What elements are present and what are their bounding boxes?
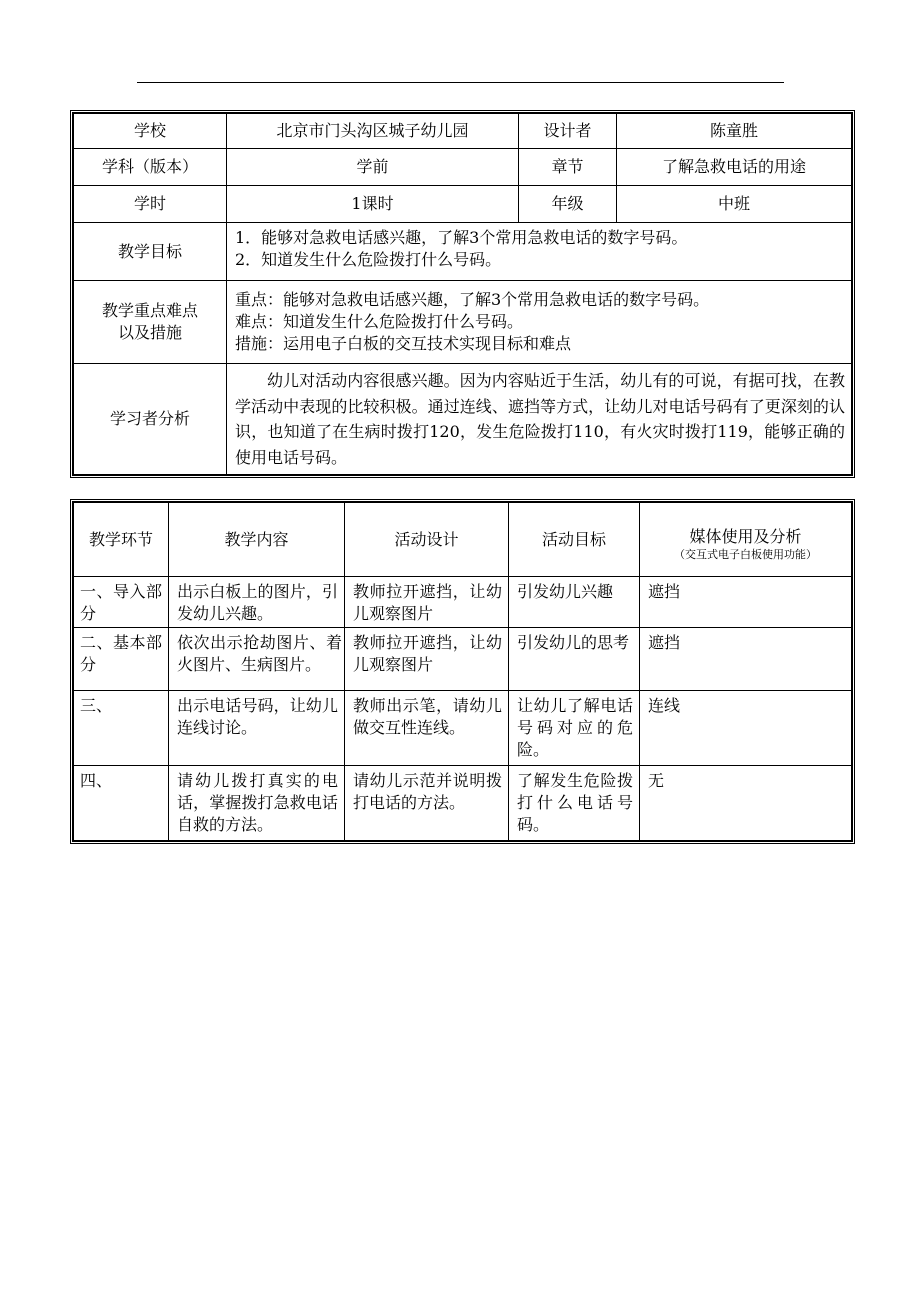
school-value: 北京市门头沟区城子幼儿园 bbox=[227, 113, 519, 149]
table-row bbox=[73, 691, 852, 766]
key-points-cell bbox=[227, 281, 852, 364]
school-row bbox=[73, 113, 852, 149]
chapter-label: 章节 bbox=[519, 149, 617, 186]
lesson-info-table bbox=[73, 113, 852, 475]
learner-analysis: 幼儿对活动内容很感兴趣。因为内容贴近于生活，幼儿有的可说，有据可找，在教学活动中表现的比较积极。通过连线、遮挡等方式，让幼儿对电话号码有了更深刻的认识，也知道了在生病时拨打120，发生危险拨打110，有火灾时拨打119，能够正确的使用电话号码。 bbox=[235, 371, 845, 467]
activity-cell: 请幼儿示范并说明拨打电话的方法。 bbox=[345, 766, 509, 841]
header-content: 教学内容 bbox=[169, 502, 345, 577]
header-goal: 活动目标 bbox=[509, 502, 640, 577]
subject-value: 学前 bbox=[227, 149, 519, 186]
header-media bbox=[640, 502, 852, 577]
content-cell: 出示白板上的图片，引发幼儿兴趣。 bbox=[169, 577, 345, 628]
table-row bbox=[73, 628, 852, 691]
subject-row bbox=[73, 149, 852, 186]
key-point-item: 重点：能够对急救电话感兴趣，了解3个常用急救电话的数字号码。 bbox=[235, 290, 710, 309]
stage-cell: 四、 bbox=[73, 766, 169, 841]
activity-cell: 教师出示笔，请幼儿做交互性连线。 bbox=[345, 691, 509, 766]
goal-cell: 引发幼儿兴趣 bbox=[509, 577, 640, 628]
table-row bbox=[73, 577, 852, 628]
media-cell: 无 bbox=[640, 766, 852, 841]
goals-cell bbox=[227, 223, 852, 281]
header-media-title: 媒体使用及分析 bbox=[689, 526, 802, 546]
stage-cell: 二、基本部分 bbox=[73, 628, 169, 691]
key-point-item: 难点：知道发生什么危险拨打什么号码。 bbox=[235, 312, 524, 331]
header-rule bbox=[137, 82, 784, 83]
subject-label: 学科（版本） bbox=[73, 149, 227, 186]
designer-value: 陈童胜 bbox=[617, 113, 852, 149]
learner-row bbox=[73, 364, 852, 475]
goal-cell: 让幼儿了解电话号码对应的危险。 bbox=[509, 691, 640, 766]
teaching-process-table bbox=[73, 502, 852, 841]
goals-row bbox=[73, 223, 852, 281]
media-cell: 遮挡 bbox=[640, 577, 852, 628]
goal-cell: 引发幼儿的思考 bbox=[509, 628, 640, 691]
content-cell: 请幼儿拨打真实的电话，掌握拨打急救电话自救的方法。 bbox=[169, 766, 345, 841]
media-cell: 遮挡 bbox=[640, 628, 852, 691]
process-header-row bbox=[73, 502, 852, 577]
period-value: 1课时 bbox=[227, 186, 519, 223]
school-label: 学校 bbox=[73, 113, 227, 149]
content-cell: 依次出示抢劫图片、着火图片、生病图片。 bbox=[169, 628, 345, 691]
goal-item: 2．知道发生什么危险拨打什么号码。 bbox=[235, 250, 502, 269]
key-points-label bbox=[73, 281, 227, 364]
key-points-row bbox=[73, 281, 852, 364]
content-cell: 出示电话号码，让幼儿连线讨论。 bbox=[169, 691, 345, 766]
designer-label: 设计者 bbox=[519, 113, 617, 149]
goal-cell: 了解发生危险拨打什么电话号码。 bbox=[509, 766, 640, 841]
header-activity: 活动设计 bbox=[345, 502, 509, 577]
grade-label: 年级 bbox=[519, 186, 617, 223]
learner-cell bbox=[227, 364, 852, 475]
key-point-item: 措施：运用电子白板的交互技术实现目标和难点 bbox=[235, 334, 572, 353]
goals-label: 教学目标 bbox=[73, 223, 227, 281]
key-points-label-line: 教学重点难点 bbox=[101, 301, 198, 320]
period-label: 学时 bbox=[73, 186, 227, 223]
header-media-note: （交互式电子白板使用功能） bbox=[674, 547, 817, 561]
table-row bbox=[73, 766, 852, 841]
chapter-value: 了解急救电话的用途 bbox=[617, 149, 852, 186]
activity-cell: 教师拉开遮挡，让幼儿观察图片 bbox=[345, 577, 509, 628]
period-row bbox=[73, 186, 852, 223]
activity-cell: 教师拉开遮挡，让幼儿观察图片 bbox=[345, 628, 509, 691]
grade-value: 中班 bbox=[617, 186, 852, 223]
key-points-label-line: 以及措施 bbox=[117, 323, 182, 342]
goal-item: 1．能够对急救电话感兴趣，了解3个常用急救电话的数字号码。 bbox=[235, 228, 688, 247]
header-stage: 教学环节 bbox=[73, 502, 169, 577]
media-cell: 连线 bbox=[640, 691, 852, 766]
stage-cell: 三、 bbox=[73, 691, 169, 766]
learner-label: 学习者分析 bbox=[73, 364, 227, 475]
stage-cell: 一、导入部分 bbox=[73, 577, 169, 628]
